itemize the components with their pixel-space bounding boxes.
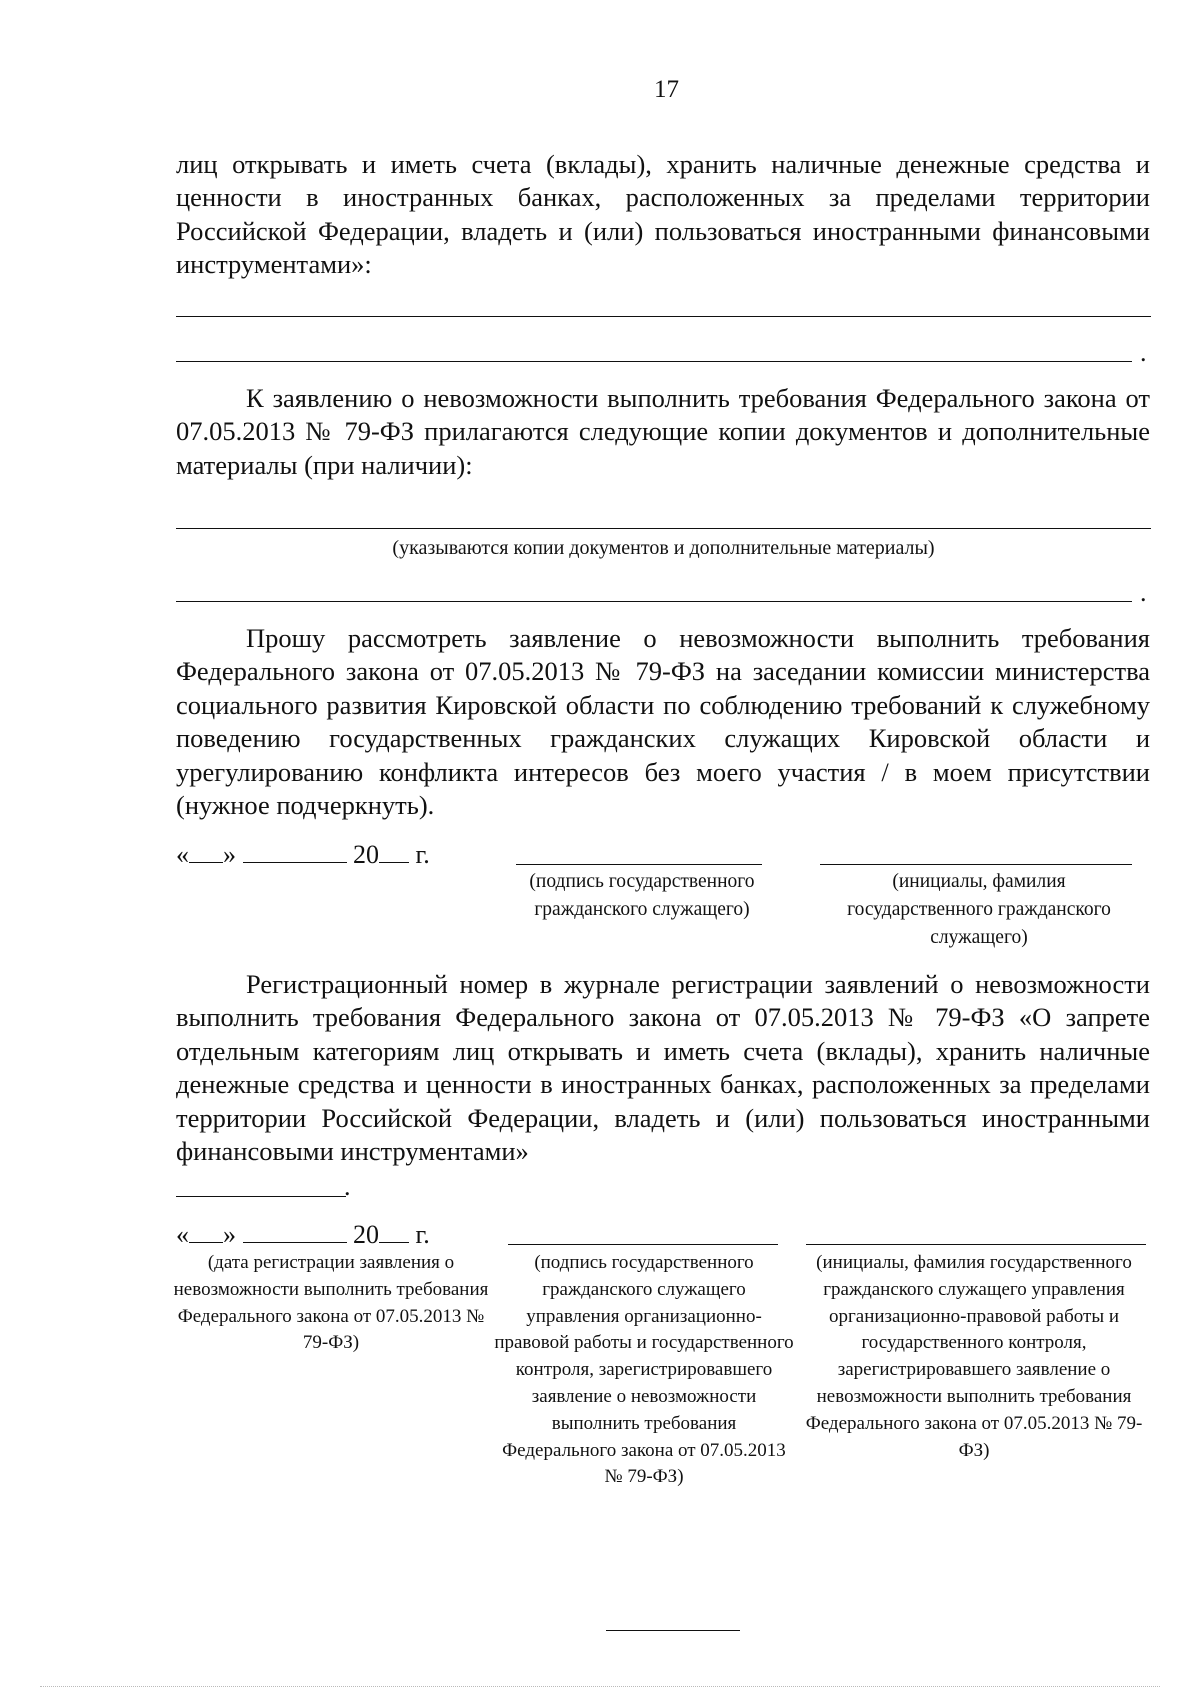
year-prefix: 20	[353, 840, 379, 869]
quote-close: »	[223, 840, 236, 869]
documents-caption: (указываются копии документов и дополнительные материалы)	[392, 537, 935, 559]
paragraph-attachments: К заявлению о невозможности выполнить требования Федерального закона от 07.05.2013 № 79-ФЗ прилагаются следующие копии документов и дополнительные материалы (при наличии):	[176, 383, 1150, 480]
paragraph-registration: Регистрационный номер в журнале регистрации заявлений о невозможности выполнить требования Федерального закона от 07.05.2013 № 79-ФЗ «О запрете отдельным категориям лиц открывать и иметь счета (вклады), хранить наличные денежные средства и ценности в иностранных банках, расположенных за пределами территории Российской Федерации, владеть и (или) пользоваться иностранными финансовыми инструментами»	[176, 969, 1150, 1167]
page-number: 17	[654, 76, 679, 103]
scan-edge-noise	[40, 1686, 1160, 1687]
registration-date-caption: (дата регистрации заявления о невозможности выполнить требования Федерального закона от 07.05.2013 № 79-ФЗ)	[173, 1252, 489, 1354]
line-period-2: .	[1140, 578, 1147, 607]
registration-number-line	[176, 1196, 346, 1197]
year-suffix: г.	[415, 840, 430, 869]
closing-rule	[606, 1630, 740, 1631]
month-blank	[243, 1220, 347, 1243]
year-prefix: 20	[353, 1220, 379, 1249]
documents-fill-line	[176, 528, 1151, 529]
applicant-name-line	[820, 864, 1132, 865]
applicant-signature-line	[516, 864, 762, 865]
paragraph-accounts-continuation: лиц открывать и иметь счета (вклады), хранить наличные денежные средства и ценности в иностранных банках, расположенных за пределами территории Российской Федерации, владеть и (или) пользоваться иностранными финансовыми инструментами»:	[176, 149, 1150, 280]
registrar-signature-line	[508, 1244, 778, 1245]
registrar-name-line	[806, 1244, 1146, 1245]
quote-open: «	[176, 840, 189, 869]
registrar-name-caption: (инициалы, фамилия государственного гражданского служащего управления организационно-правовой работы и государственного контроля, зарегистрировавшего заявление о невозможности выполнить требования Федерального закона от 07.05.2013 № 79-ФЗ)	[805, 1252, 1143, 1461]
line-period-3: .	[344, 1172, 351, 1201]
date-field-applicant	[176, 840, 430, 870]
quote-open: «	[176, 1220, 189, 1249]
month-blank	[243, 840, 347, 863]
applicant-name-caption: (инициалы, фамилия государственного гражданского служащего)	[847, 871, 1111, 948]
registrar-signature-caption: (подпись государственного гражданского служащего управления организационно-правовой работы и государственного контроля, зарегистрировавшего заявление о невозможности выполнить требования Федерального закона от 07.05.2013 № 79-ФЗ)	[494, 1252, 794, 1488]
applicant-signature-caption: (подпись государственного гражданского служащего)	[529, 871, 755, 920]
documents-fill-line-2	[176, 601, 1132, 602]
quote-close: »	[223, 1220, 236, 1249]
year-blank	[379, 840, 409, 863]
year-blank	[379, 1220, 409, 1243]
day-blank	[189, 840, 223, 863]
line-period-1: .	[1140, 338, 1147, 367]
day-blank	[189, 1220, 223, 1243]
fill-line-1	[176, 316, 1151, 317]
year-suffix: г.	[415, 1220, 430, 1249]
paragraph-request: Прошу рассмотреть заявление о невозможности выполнить требования Федерального закона от 07.05.2013 № 79-ФЗ на заседании комиссии министерства социального развития Кировской области по соблюдению требований к служебному поведению государственных гражданских служащих Кировской области и урегулированию конфликта интересов без моего участия / в моем присутствии (нужное подчеркнуть).	[176, 623, 1150, 821]
fill-line-2	[176, 361, 1132, 362]
date-field-registration	[176, 1220, 430, 1250]
